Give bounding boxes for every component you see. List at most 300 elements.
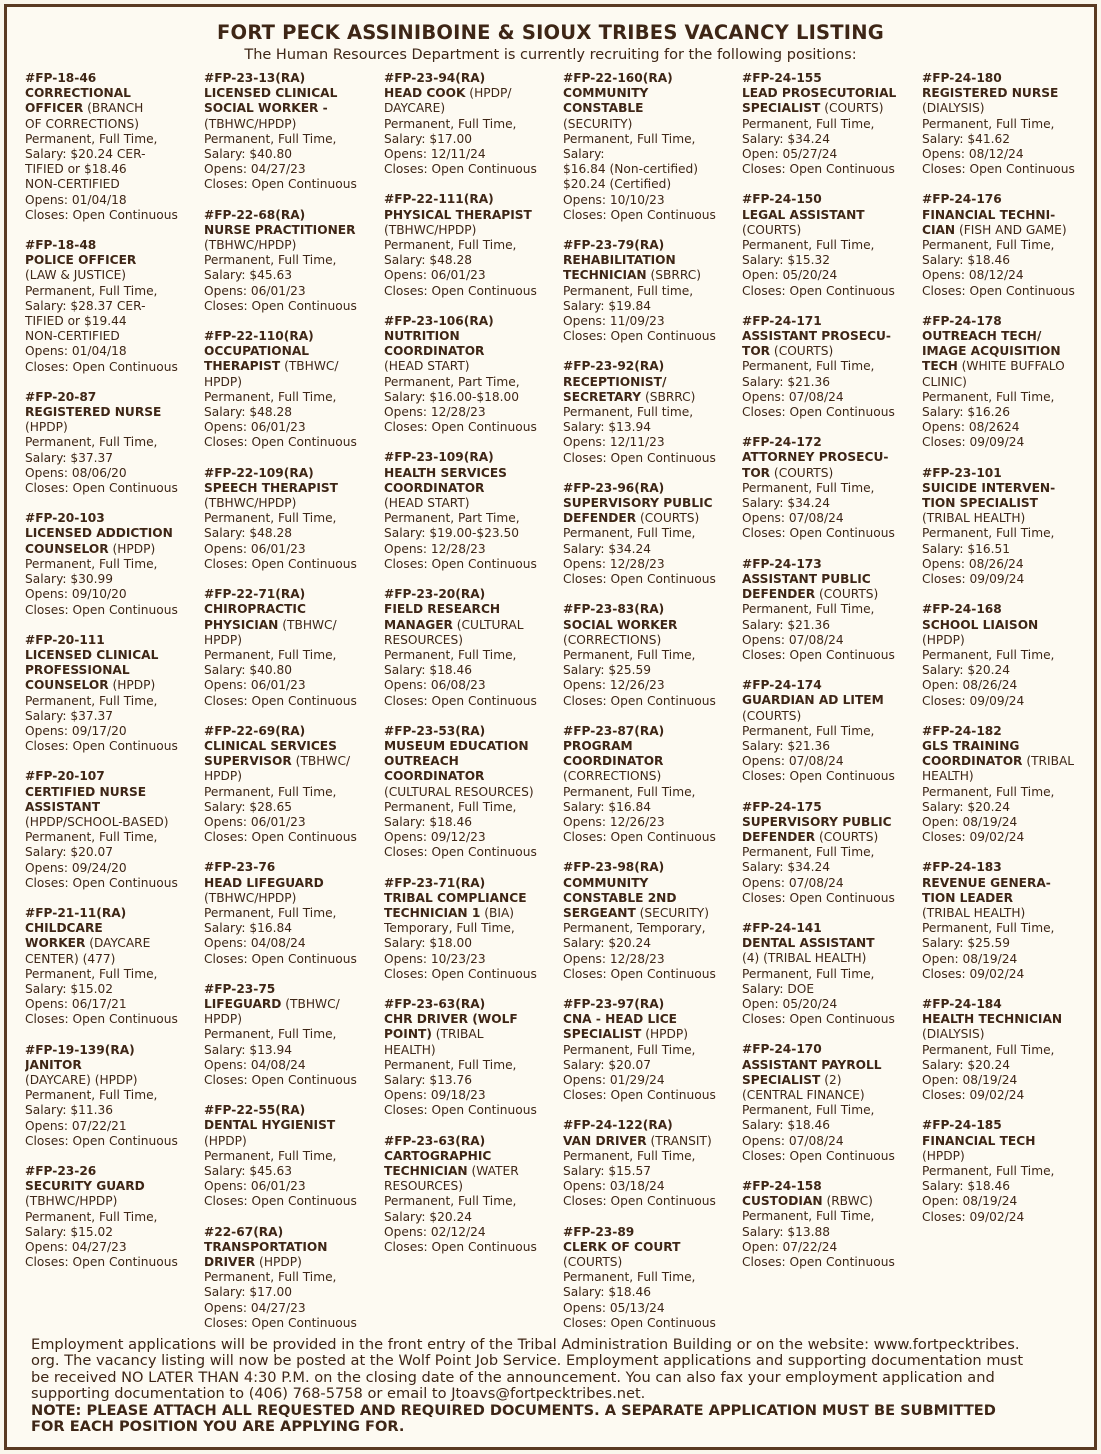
line-text: #FP-24-168 bbox=[922, 602, 1002, 617]
line-text: SUICIDE INTERVEN- bbox=[922, 480, 1056, 495]
job-title-line bbox=[742, 693, 918, 708]
job-detail-line bbox=[25, 1240, 201, 1255]
job-detail-line bbox=[384, 1073, 560, 1088]
job-detail-line bbox=[384, 1225, 560, 1240]
line-text: Closes: 09/02/24 bbox=[922, 966, 1025, 981]
job-title-line bbox=[563, 891, 739, 906]
line-text: Closes: Open Continuous bbox=[384, 1240, 537, 1255]
line-text: Opens: 06/01/23 bbox=[204, 541, 306, 556]
line-text: Open: 08/19/24 bbox=[922, 1072, 1018, 1087]
line-text: Permanent, Full Time, bbox=[742, 238, 875, 253]
line-text: Salary: $13.76 bbox=[384, 1072, 473, 1087]
line-text: Opens: 09/18/23 bbox=[384, 1088, 486, 1103]
line-text: DENTAL ASSISTANT bbox=[742, 936, 875, 951]
line-text: Salary: $21.36 bbox=[742, 374, 831, 389]
job-detail-line bbox=[25, 997, 201, 1012]
job-number bbox=[563, 997, 739, 1012]
job-title-line bbox=[922, 1134, 1098, 1149]
line-text: Open: 07/22/24 bbox=[742, 1239, 838, 1254]
line-text: CNA - HEAD LICE bbox=[563, 1012, 678, 1027]
job-detail-line bbox=[204, 117, 380, 132]
line-text: Permanent, Full time, bbox=[563, 283, 694, 298]
job-number bbox=[742, 678, 918, 693]
job-title-line bbox=[742, 329, 918, 344]
line-text: HPDP) bbox=[204, 1012, 243, 1027]
job-title-line bbox=[922, 86, 1098, 101]
department-text: (SBRRC) bbox=[646, 268, 701, 283]
job-fp-22-111 bbox=[384, 192, 560, 298]
line-text: $20.24 (Certified) bbox=[563, 177, 672, 192]
job-title-line bbox=[742, 572, 918, 587]
line-text: NUTRITION bbox=[384, 329, 460, 344]
job-detail-line bbox=[204, 177, 380, 192]
line-text: Closes: Open Continuous bbox=[384, 693, 537, 708]
job-detail-line bbox=[25, 117, 201, 132]
line-text: Permanent, Full Time, bbox=[384, 647, 517, 662]
line-text: REHABILITATION bbox=[563, 253, 676, 268]
job-fp-23-63-carto bbox=[384, 1134, 560, 1256]
line-text: Permanent, Full Time, bbox=[742, 480, 875, 495]
line-text: Salary: $37.37 bbox=[25, 450, 114, 465]
line-text: Permanent, Full Time, bbox=[742, 602, 875, 617]
line-text: (SECURITY) bbox=[563, 116, 633, 131]
job-fp-23-79 bbox=[563, 238, 739, 344]
line-text: Permanent, Temporary, bbox=[563, 921, 706, 936]
job-title-line bbox=[25, 785, 201, 800]
line-text: (HPDP) bbox=[204, 1133, 247, 1148]
job-detail-line bbox=[384, 526, 560, 541]
job-title-line bbox=[25, 405, 201, 420]
line-text: Permanent, Full Time, bbox=[25, 283, 158, 298]
job-title-line bbox=[25, 253, 201, 268]
line-text: Permanent, Full Time, bbox=[204, 389, 337, 404]
job-detail-line bbox=[922, 284, 1098, 299]
line-text: COORDINATOR bbox=[922, 754, 1023, 769]
line-text: #FP-23-63(RA) bbox=[384, 1133, 486, 1148]
job-title-line bbox=[922, 876, 1098, 891]
job-detail-line bbox=[384, 117, 560, 132]
job-detail-line bbox=[204, 405, 380, 420]
line-text: (TBHWC/HPDP) bbox=[204, 496, 297, 511]
job-detail-line bbox=[563, 435, 739, 450]
job-title-line bbox=[384, 86, 560, 101]
line-text: CENTER) (477) bbox=[25, 951, 116, 966]
job-detail-line bbox=[563, 1088, 739, 1103]
job-detail-line bbox=[204, 284, 380, 299]
job-title-line bbox=[204, 618, 380, 633]
job-detail-line bbox=[25, 268, 201, 283]
line-text: Opens: 08/06/20 bbox=[25, 465, 127, 480]
line-text: Opens: 08/12/24 bbox=[922, 268, 1024, 283]
footer-note-line: NOTE: PLEASE ATTACH ALL REQUESTED AND REQUIRED DOCUMENTS. A SEPARATE APPLICATION MUST BE SUBMITTED bbox=[31, 1401, 996, 1419]
job-detail-line bbox=[922, 678, 1098, 693]
job-detail-line bbox=[204, 1179, 380, 1194]
department-text: (RBWC) bbox=[822, 1194, 873, 1209]
job-number bbox=[204, 860, 380, 875]
line-text: #FP-22-109(RA) bbox=[204, 465, 314, 480]
line-text: Closes: Open Continuous bbox=[563, 1315, 716, 1330]
job-title-line bbox=[25, 648, 201, 663]
job-detail-line bbox=[563, 800, 739, 815]
line-text: #FP-20-87 bbox=[25, 389, 97, 404]
job-detail-line bbox=[204, 238, 380, 253]
line-text: Permanent, Full Time, bbox=[563, 647, 696, 662]
job-detail-line bbox=[204, 557, 380, 572]
job-detail-line bbox=[384, 223, 560, 238]
job-number bbox=[922, 860, 1098, 875]
line-text: Salary: $28.65 bbox=[204, 799, 293, 814]
job-detail-line bbox=[25, 1134, 201, 1149]
job-number bbox=[25, 1164, 201, 1179]
job-detail-line bbox=[563, 299, 739, 314]
line-text: Closes: Open Continuous bbox=[25, 1133, 178, 1148]
line-text: REGISTERED NURSE bbox=[25, 405, 162, 420]
job-title-line bbox=[922, 618, 1098, 633]
job-detail-line bbox=[922, 1058, 1098, 1073]
line-text: DAYCARE) bbox=[384, 101, 446, 116]
line-text: Permanent, Full Time, bbox=[922, 116, 1055, 131]
job-title-line bbox=[25, 101, 201, 116]
line-text: #FP-23-63(RA) bbox=[384, 996, 486, 1011]
job-detail-line bbox=[204, 1043, 380, 1058]
line-text: Opens: 10/10/23 bbox=[563, 192, 665, 207]
job-detail-line bbox=[204, 435, 380, 450]
line-text: Permanent, Full Time, bbox=[25, 1088, 158, 1103]
line-text: DEFENDER bbox=[742, 587, 816, 602]
job-fp-23-26 bbox=[25, 1164, 201, 1270]
line-text: Closes: Open Continuous bbox=[742, 647, 895, 662]
line-text: Permanent, Full Time, bbox=[563, 784, 696, 799]
line-text: Permanent, Full Time, bbox=[204, 511, 337, 526]
line-text: Open: 05/27/24 bbox=[742, 147, 838, 162]
job-title-line bbox=[384, 1149, 560, 1164]
line-text: Salary: $40.80 bbox=[204, 147, 293, 162]
line-text: HEAD LIFEGUARD bbox=[204, 875, 324, 890]
line-text: Permanent, Full Time, bbox=[563, 526, 696, 541]
job-title-line bbox=[742, 1194, 918, 1209]
job-detail-line bbox=[563, 1301, 739, 1316]
job-detail-line bbox=[204, 785, 380, 800]
department-text: (COURTS) bbox=[820, 101, 884, 116]
line-text: CORRECTIONAL bbox=[25, 86, 131, 101]
job-number bbox=[742, 921, 918, 936]
line-text: Salary: $19.00-$23.50 bbox=[384, 526, 520, 541]
job-detail-line bbox=[204, 891, 380, 906]
job-detail-line bbox=[384, 405, 560, 420]
job-detail-line bbox=[384, 1088, 560, 1103]
line-text: (TBHWC/HPDP) bbox=[25, 1194, 118, 1209]
line-text: Permanent, Full Time, bbox=[25, 556, 158, 571]
job-detail-line bbox=[25, 420, 201, 435]
job-fp-24-174 bbox=[742, 678, 918, 784]
line-text: #FP-22-110(RA) bbox=[204, 329, 314, 344]
line-text: #FP-23-96(RA) bbox=[563, 480, 665, 495]
job-title-line bbox=[384, 344, 560, 359]
line-text: Opens: 06/01/23 bbox=[204, 814, 306, 829]
job-detail-line bbox=[25, 1255, 201, 1270]
line-text: (DIALYSIS) bbox=[922, 101, 985, 116]
job-fp-24-155 bbox=[742, 71, 918, 177]
job-detail-line bbox=[563, 147, 739, 162]
line-text: #FP-24-180 bbox=[922, 71, 1002, 85]
job-detail-line bbox=[25, 739, 201, 754]
line-text: Salary: $16.84 bbox=[563, 799, 652, 814]
job-detail-line bbox=[742, 845, 918, 860]
line-text: CERTIFIED NURSE bbox=[25, 784, 147, 799]
job-title-line bbox=[563, 754, 739, 769]
line-text: MANAGER bbox=[384, 617, 453, 632]
job-detail-line bbox=[742, 223, 918, 238]
job-number bbox=[922, 997, 1098, 1012]
job-fp-23-71 bbox=[384, 876, 560, 982]
job-title-line bbox=[742, 344, 918, 359]
job-fp-22-69 bbox=[204, 724, 380, 846]
job-detail-line bbox=[25, 1103, 201, 1118]
line-text: SUPERVISOR bbox=[204, 754, 292, 769]
job-detail-line bbox=[742, 511, 918, 526]
job-detail-line bbox=[384, 375, 560, 390]
job-detail-line bbox=[563, 769, 739, 784]
line-text: (COURTS) bbox=[742, 708, 802, 723]
job-title-line bbox=[922, 223, 1098, 238]
job-fp-24-150 bbox=[742, 192, 918, 298]
line-text: #FP-24-122(RA) bbox=[563, 1118, 673, 1133]
line-text: (TBHWC/HPDP) bbox=[204, 238, 297, 253]
line-text: Permanent, Full Time, bbox=[204, 1148, 337, 1163]
line-text: Opens: 10/23/23 bbox=[384, 951, 486, 966]
line-text: Closes: Open Continuous bbox=[204, 1194, 357, 1209]
job-detail-line bbox=[25, 967, 201, 982]
job-detail-line bbox=[563, 1255, 739, 1270]
line-text: Opens: 07/08/24 bbox=[742, 875, 844, 890]
job-title-line bbox=[204, 1255, 380, 1270]
line-text: Closes: Open Continuous bbox=[25, 1255, 178, 1270]
job-detail-line bbox=[204, 952, 380, 967]
line-text: #FP-23-76 bbox=[204, 860, 276, 875]
job-detail-line bbox=[25, 876, 201, 891]
job-detail-line bbox=[563, 405, 739, 420]
job-detail-line bbox=[204, 147, 380, 162]
job-number bbox=[204, 1103, 380, 1118]
job-detail-line bbox=[922, 101, 1098, 116]
job-detail-line bbox=[922, 936, 1098, 951]
line-text: Closes: Open Continuous bbox=[204, 693, 357, 708]
line-text: Permanent, Full Time, bbox=[922, 1164, 1055, 1178]
job-detail-line bbox=[922, 1164, 1098, 1179]
line-text: ASSISTANT bbox=[25, 799, 101, 814]
job-detail-line bbox=[25, 329, 201, 344]
job-detail-line bbox=[742, 405, 918, 420]
job-number bbox=[25, 390, 201, 405]
department-text: (HPDP) bbox=[108, 678, 156, 693]
job-detail-line bbox=[922, 420, 1098, 435]
line-text: Salary: $16.00-$18.00 bbox=[384, 389, 520, 404]
line-text: Salary: $13.94 bbox=[563, 420, 652, 435]
job-detail-line bbox=[563, 678, 739, 693]
line-text: TIFIED or $19.44 bbox=[25, 314, 127, 329]
job-detail-line bbox=[742, 147, 918, 162]
job-number bbox=[204, 329, 380, 344]
line-text: #FP-20-107 bbox=[25, 769, 105, 784]
line-text: TECHNICIAN 1 bbox=[384, 905, 481, 920]
line-text: IMAGE ACQUISITION bbox=[922, 344, 1061, 359]
line-text: Permanent, Full Time, bbox=[384, 1194, 517, 1209]
line-text: Closes: Open Continuous bbox=[742, 890, 895, 905]
job-title-line bbox=[563, 906, 739, 921]
line-text: Permanent, Full Time, bbox=[563, 1042, 696, 1057]
line-text: Salary: $20.24 CER- bbox=[25, 147, 146, 162]
job-detail-line bbox=[563, 785, 739, 800]
job-detail-line bbox=[204, 1285, 380, 1300]
job-detail-line bbox=[384, 936, 560, 951]
job-number bbox=[204, 208, 380, 223]
line-text: GLS TRAINING bbox=[922, 738, 1020, 753]
line-text: FINANCIAL TECHNI- bbox=[922, 207, 1056, 222]
job-title-line bbox=[204, 1118, 380, 1133]
job-number bbox=[384, 71, 560, 86]
job-detail-line bbox=[922, 1027, 1098, 1042]
line-text: #FP-24-172 bbox=[742, 435, 822, 450]
department-text: (COURTS) bbox=[815, 829, 879, 844]
job-number bbox=[563, 602, 739, 617]
line-text: Salary: $18.46 bbox=[922, 253, 1011, 268]
job-title-line bbox=[922, 481, 1098, 496]
line-text: Salary: $16.84 bbox=[204, 921, 293, 936]
line-text: CHR DRIVER (WOLF bbox=[384, 1012, 518, 1027]
line-text: #FP-24-183 bbox=[922, 860, 1002, 875]
job-title-line bbox=[204, 739, 380, 754]
job-title-line bbox=[563, 1027, 739, 1042]
line-text: #FP-22-111(RA) bbox=[384, 192, 494, 207]
job-detail-line bbox=[922, 405, 1098, 420]
job-detail-line bbox=[204, 496, 380, 511]
job-detail-line bbox=[742, 754, 918, 769]
job-detail-line bbox=[563, 132, 739, 147]
job-title-line bbox=[204, 602, 380, 617]
job-detail-line bbox=[742, 739, 918, 754]
job-detail-line bbox=[742, 526, 918, 541]
department-text: (TBHWC/ bbox=[280, 359, 339, 374]
line-text: ASSISTANT PAYROLL bbox=[742, 1057, 882, 1072]
job-detail-line bbox=[742, 1088, 918, 1103]
job-number bbox=[204, 71, 380, 86]
job-detail-line bbox=[563, 451, 739, 466]
line-text: TION LEADER bbox=[922, 890, 1014, 905]
job-detail-line bbox=[25, 952, 201, 967]
line-text: Permanent, Full Time, bbox=[922, 238, 1055, 253]
line-text: Opens: 12/28/23 bbox=[563, 556, 665, 571]
line-text: Opens: 01/04/18 bbox=[25, 344, 127, 359]
line-text: Salary: bbox=[563, 147, 605, 162]
line-text: #FP-23-87(RA) bbox=[563, 723, 665, 738]
line-text: Closes: Open Continuous bbox=[563, 966, 716, 981]
department-text: (BRANCH bbox=[83, 101, 144, 116]
line-text: Closes: Open Continuous bbox=[384, 966, 537, 981]
job-detail-line bbox=[563, 284, 739, 299]
job-detail-line bbox=[742, 162, 918, 177]
job-detail-line bbox=[25, 982, 201, 997]
job-number bbox=[742, 800, 918, 815]
line-text: Permanent, Full Time, bbox=[25, 830, 158, 845]
line-text: Permanent, Full Time, bbox=[742, 1209, 875, 1224]
job-detail-line bbox=[742, 1149, 918, 1164]
line-text: TECHNICIAN bbox=[563, 268, 647, 283]
job-fp-23-63-chr bbox=[384, 997, 560, 1119]
job-detail-line bbox=[25, 451, 201, 466]
job-number bbox=[204, 587, 380, 602]
line-text: Salary: $18.46 bbox=[922, 1179, 1011, 1194]
line-text: SERGEANT bbox=[563, 905, 636, 920]
line-text: Salary: $20.24 bbox=[563, 936, 652, 951]
line-text: SUPERVISORY PUBLIC bbox=[563, 496, 713, 511]
job-detail-line bbox=[204, 1194, 380, 1209]
job-detail-line bbox=[25, 694, 201, 709]
job-detail-line bbox=[384, 284, 560, 299]
job-fp-24-175 bbox=[742, 800, 918, 906]
job-fp-24-183 bbox=[922, 860, 1098, 982]
job-detail-line bbox=[742, 769, 918, 784]
job-detail-line bbox=[25, 1012, 201, 1027]
listing-column-4 bbox=[563, 71, 739, 1346]
line-text: #FP-24-178 bbox=[922, 313, 1002, 328]
job-fp-24-122 bbox=[563, 1118, 739, 1209]
job-number bbox=[563, 1118, 739, 1133]
job-number bbox=[204, 466, 380, 481]
line-text: Salary: $20.24 bbox=[922, 663, 1011, 678]
line-text: (LAW & JUSTICE) bbox=[25, 268, 127, 283]
job-detail-line bbox=[742, 1240, 918, 1255]
line-text: Salary: $25.59 bbox=[563, 663, 652, 678]
line-text: Permanent, Full Time, bbox=[25, 1209, 158, 1224]
line-text: Salary: $15.32 bbox=[742, 253, 831, 268]
job-fp-23-101 bbox=[922, 466, 1098, 588]
line-text: #FP-24-185 bbox=[922, 1118, 1002, 1133]
line-text: Opens: 07/08/24 bbox=[742, 389, 844, 404]
job-number bbox=[25, 906, 201, 921]
line-text: Opens: 06/01/23 bbox=[204, 1179, 306, 1194]
job-detail-line bbox=[384, 1210, 560, 1225]
job-title-line bbox=[384, 1164, 560, 1179]
line-text: PROFESSIONAL bbox=[25, 663, 130, 678]
line-text: (CORRECTIONS) bbox=[563, 632, 662, 647]
line-text: Salary: DOE bbox=[742, 981, 815, 996]
line-text: Closes: Open Continuous bbox=[25, 481, 178, 496]
department-text: (BIA) bbox=[480, 905, 515, 920]
job-fp-24-176 bbox=[922, 192, 1098, 298]
line-text: Salary: $20.24 bbox=[384, 1209, 473, 1224]
line-text: (CORRECTIONS) bbox=[563, 769, 662, 784]
job-detail-line bbox=[742, 1118, 918, 1133]
line-text: Permanent, Full time, bbox=[563, 405, 694, 420]
job-title-line bbox=[384, 1027, 560, 1042]
line-text: DEFENDER bbox=[742, 829, 816, 844]
listing-column-2 bbox=[204, 71, 380, 1346]
job-detail-line bbox=[204, 268, 380, 283]
line-text: HPDP) bbox=[204, 632, 243, 647]
line-text: Opens: 12/26/23 bbox=[563, 814, 665, 829]
line-text: Closes: Open Continuous bbox=[563, 572, 716, 587]
line-text: Closes: Open Continuous bbox=[204, 1072, 357, 1087]
job-fp-24-158 bbox=[742, 1179, 918, 1270]
job-number bbox=[742, 435, 918, 450]
line-text: CARTOGRAPHIC bbox=[384, 1148, 492, 1163]
job-title-line bbox=[384, 466, 560, 481]
job-detail-line bbox=[563, 314, 739, 329]
line-text: Salary: $37.37 bbox=[25, 708, 114, 723]
job-detail-line bbox=[384, 785, 560, 800]
job-detail-line bbox=[384, 663, 560, 678]
job-fp-23-20 bbox=[384, 587, 560, 709]
